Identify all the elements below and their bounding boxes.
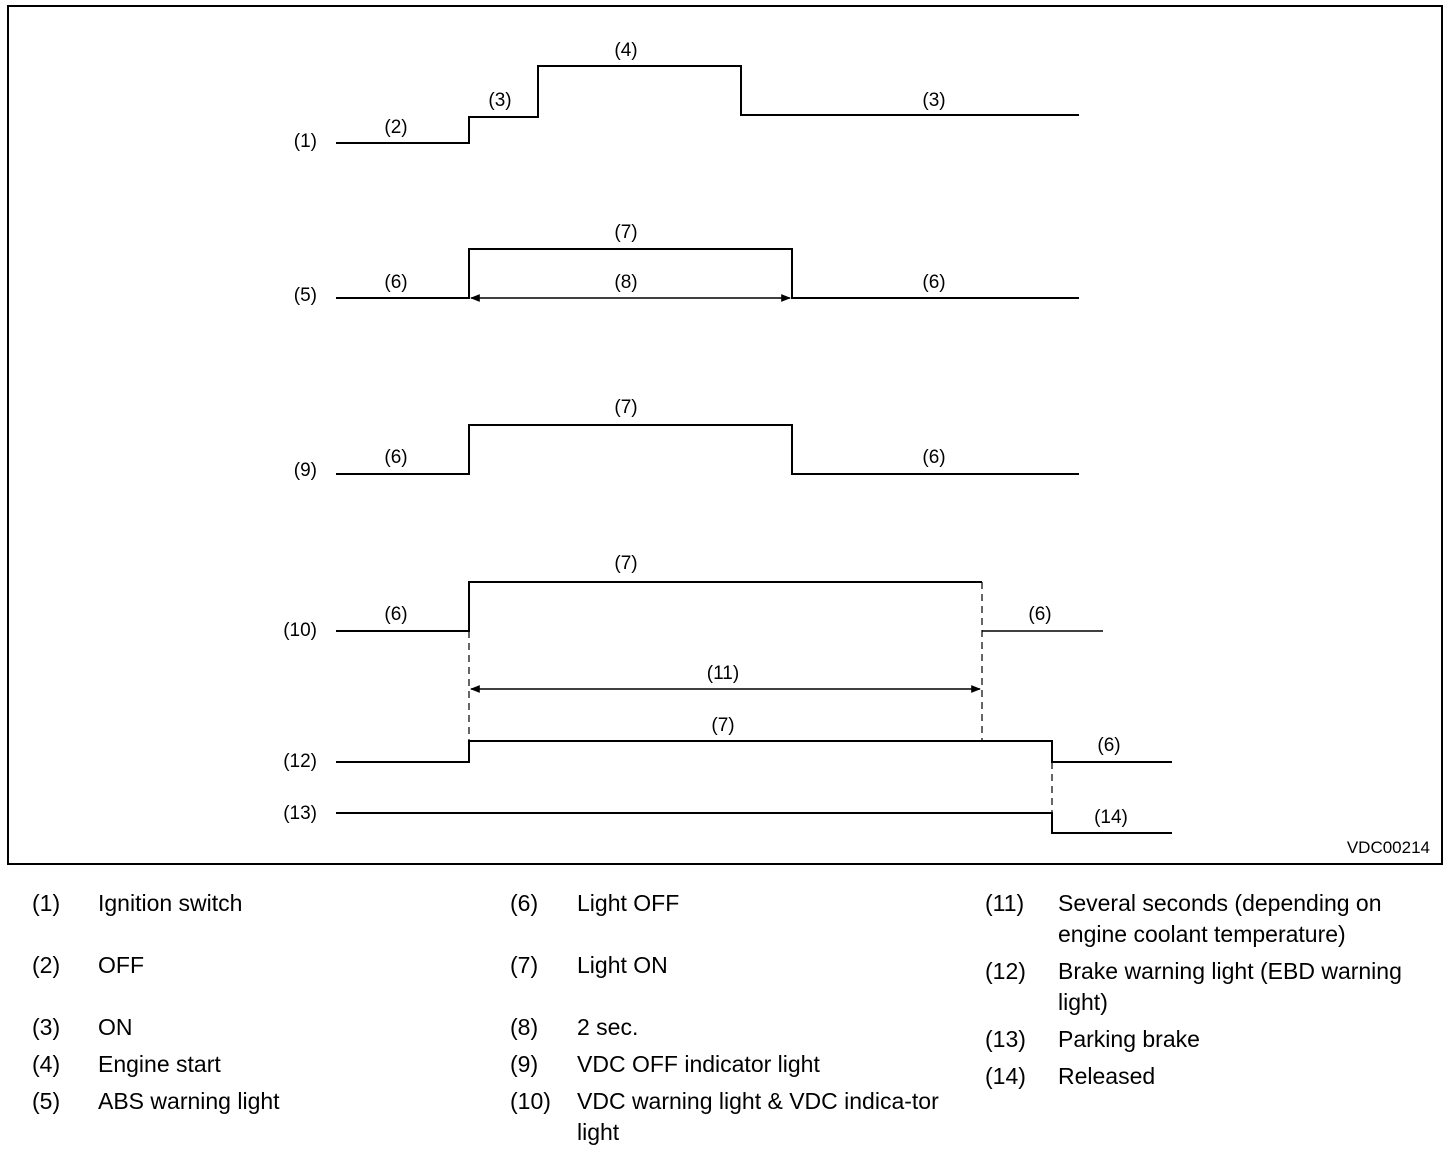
segment-label-on: (3) <box>488 90 512 111</box>
segment-label-on-after: (3) <box>922 90 946 111</box>
segment-label-light-on: (7) <box>614 397 638 418</box>
row-label-vdc-warning-light: (10) <box>283 620 317 641</box>
legend <box>0 888 1456 1166</box>
segment-label-several-seconds: (11) <box>706 663 740 684</box>
legend-number: (6) <box>510 890 539 916</box>
legend-text: Brake warning light (EBD warning light) <box>1058 958 1402 1015</box>
legend-item <box>32 950 472 981</box>
legend-text: Ignition switch <box>98 890 243 916</box>
segment-label-two-sec: (8) <box>614 272 638 293</box>
row-label-vdc-off-indicator: (9) <box>293 460 317 481</box>
legend-number: (12) <box>985 958 1026 984</box>
segment-label-light-off-after: (6) <box>1028 604 1052 625</box>
diagram-code: VDC00214 <box>1346 838 1430 857</box>
legend-number: (3) <box>32 1014 61 1040</box>
vdc-warning-light-signal <box>336 582 982 631</box>
legend-text: Several seconds (depending on engine coolant temperature) <box>1058 890 1382 947</box>
row-label-abs-warning-light: (5) <box>293 285 317 306</box>
segment-label-light-off: (6) <box>384 447 408 468</box>
legend-item <box>32 1049 472 1080</box>
legend-item <box>510 950 950 981</box>
legend-item <box>32 888 472 919</box>
row-label-ignition-switch: (1) <box>293 131 317 152</box>
legend-item <box>985 956 1440 1018</box>
legend-number: (2) <box>32 952 61 978</box>
segment-label-light-on: (7) <box>614 222 638 243</box>
legend-text: VDC warning light & VDC indica-tor light <box>577 1088 939 1145</box>
legend-item <box>510 1012 950 1043</box>
legend-text: VDC OFF indicator light <box>577 1051 820 1077</box>
brake-warning-light-signal <box>336 741 1172 762</box>
legend-number: (8) <box>510 1014 539 1040</box>
legend-item <box>510 1049 950 1080</box>
legend-item <box>32 1086 472 1117</box>
legend-item <box>510 1086 950 1148</box>
legend-text: ON <box>98 1014 133 1040</box>
vdc-off-indicator-signal <box>336 425 1079 474</box>
legend-text: 2 sec. <box>577 1014 639 1040</box>
legend-number: (10) <box>510 1088 551 1114</box>
segment-label-light-on: (7) <box>711 715 735 736</box>
legend-number: (13) <box>985 1026 1026 1052</box>
legend-text: Parking brake <box>1058 1026 1200 1052</box>
legend-text: ABS warning light <box>98 1088 280 1114</box>
legend-number: (14) <box>985 1063 1026 1089</box>
legend-text: Engine start <box>98 1051 221 1077</box>
segment-label-light-off: (6) <box>384 604 408 625</box>
legend-column-3 <box>985 888 1440 1098</box>
legend-text: OFF <box>98 952 144 978</box>
legend-number: (7) <box>510 952 539 978</box>
legend-item <box>32 1012 472 1043</box>
parking-brake-signal <box>336 813 1172 833</box>
legend-text: Released <box>1058 1063 1156 1089</box>
legend-number: (5) <box>32 1088 61 1114</box>
legend-item <box>985 1024 1440 1055</box>
row-label-parking-brake: (13) <box>283 803 317 824</box>
legend-item <box>510 888 950 919</box>
legend-text: Light ON <box>577 952 668 978</box>
legend-number: (9) <box>510 1051 539 1077</box>
legend-text: Light OFF <box>577 890 680 916</box>
legend-column-1 <box>32 888 472 1123</box>
segment-label-engine-start: (4) <box>614 40 638 61</box>
segment-label-light-off: (6) <box>384 272 408 293</box>
segment-label-light-on: (7) <box>614 553 638 574</box>
segment-label-released: (14) <box>1094 807 1128 828</box>
legend-item <box>985 888 1440 950</box>
segment-label-light-off-after: (6) <box>922 272 946 293</box>
legend-number: (11) <box>985 890 1025 916</box>
segment-label-off: (2) <box>384 117 408 138</box>
abs-warning-light-signal <box>336 249 1079 298</box>
legend-item <box>985 1061 1440 1092</box>
legend-number: (1) <box>32 890 61 916</box>
segment-label-light-off-after: (6) <box>922 447 946 468</box>
legend-column-2 <box>510 888 950 1154</box>
segment-label-light-off: (6) <box>1097 735 1121 756</box>
row-label-brake-warning-light: (12) <box>283 751 317 772</box>
legend-number: (4) <box>32 1051 61 1077</box>
ignition-switch-signal <box>336 66 1079 143</box>
